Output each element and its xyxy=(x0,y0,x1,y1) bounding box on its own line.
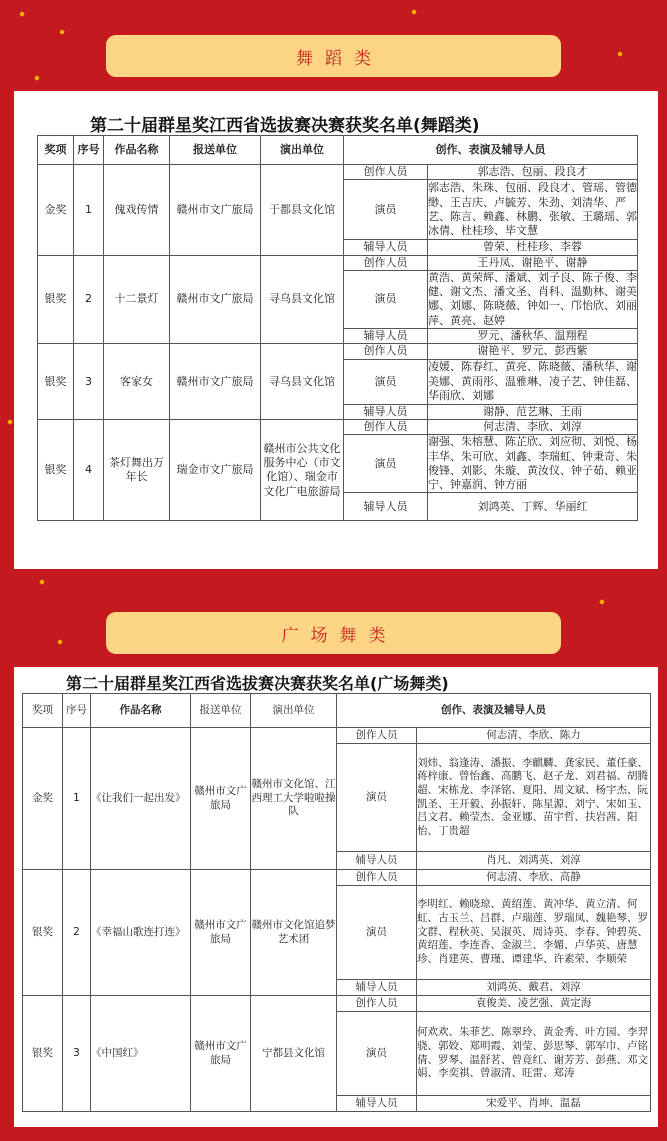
decoration xyxy=(617,51,622,56)
decoration xyxy=(39,579,44,584)
decoration xyxy=(59,29,64,34)
role-label: 创作人员 xyxy=(344,419,428,434)
role-label: 演员 xyxy=(337,744,417,852)
actors-cell: 郭志浩、朱珠、包丽、段良才、管瑶、管德缈、王吉庆、卢毓芳、朱劲、刘清华、严艺、陈言、赖鑫、林鹏、张敏、王璐瑶、郭冰倩、杜桂珍、毕文慧 xyxy=(428,180,638,240)
header-no: 序号 xyxy=(74,136,104,165)
role-label: 演员 xyxy=(344,359,428,404)
performer-cell: 寻乌县文化馆 xyxy=(261,344,344,420)
section-banner-square-dance xyxy=(106,612,561,654)
decoration xyxy=(19,11,24,16)
performer-cell: 寻乌县文化馆 xyxy=(261,255,344,344)
award-cell: 金奖 xyxy=(23,728,63,870)
role-label: 演员 xyxy=(344,180,428,240)
coaches-cell: 曾荣、杜桂珍、李蓉 xyxy=(428,240,638,255)
award-cell: 金奖 xyxy=(38,165,74,256)
role-label: 演员 xyxy=(344,270,428,328)
role-label: 创作人员 xyxy=(344,255,428,270)
sender-cell: 瑞金市文广旅局 xyxy=(170,419,261,520)
creators-cell: 何志清、李欣、高静 xyxy=(417,870,651,886)
no-cell: 1 xyxy=(74,165,104,256)
header-work: 作品名称 xyxy=(91,694,191,728)
table-row xyxy=(38,419,638,434)
table-row xyxy=(23,728,651,744)
role-label: 创作人员 xyxy=(344,344,428,359)
header-performer: 演出单位 xyxy=(251,694,337,728)
award-cell: 银奖 xyxy=(38,255,74,344)
creators-cell: 谢艳平、罗元、彭西紫 xyxy=(428,344,638,359)
header-award: 奖项 xyxy=(38,136,74,165)
table-header-row xyxy=(38,136,638,165)
table-row xyxy=(23,870,651,886)
role-label: 创作人员 xyxy=(337,996,417,1012)
decoration xyxy=(599,599,604,604)
performer-cell: 于都县文化馆 xyxy=(261,165,344,256)
header-performer: 演出单位 xyxy=(261,136,344,165)
sender-cell: 赣州市文广旅局 xyxy=(170,255,261,344)
role-label: 辅导人员 xyxy=(344,493,428,521)
role-label: 辅导人员 xyxy=(337,852,417,870)
no-cell: 3 xyxy=(74,344,104,420)
section-banner-dance xyxy=(106,35,561,77)
sender-cell: 赣州市文广旅局 xyxy=(170,165,261,256)
actors-cell: 李明红、赖晓琼、黄绍莲、黄冲华、黄立清、何虹、古玉兰、吕群、卢瑞莲、罗瑞凤、魏艳琴、罗文群、程秋英、吴淑英、周诗英、李春、钟碧英、黄绍莲、李连香、金淑兰、李媚、卢华英、唐慧珍、肖建英、曹瑾、谭建华、许素荣、李顺荣 xyxy=(417,886,651,980)
sender-cell: 赣州市文广旅局 xyxy=(191,870,251,996)
award-cell: 银奖 xyxy=(38,344,74,420)
creators-cell: 袁俊美、凌艺强、黄定海 xyxy=(417,996,651,1012)
decoration xyxy=(57,639,62,644)
header-no: 序号 xyxy=(63,694,91,728)
role-label: 创作人员 xyxy=(344,165,428,180)
table-row xyxy=(38,165,638,180)
creators-cell: 何志清、李欣、刘淳 xyxy=(428,419,638,434)
actors-cell: 凌媛、陈春红、黄亮、陈晓薇、潘秋华、谢美娜、黄雨彤、温雅琳、凌子艺、钟佳磊、华雨欣、刘娜 xyxy=(428,359,638,404)
work-cell: 十二景灯 xyxy=(104,255,170,344)
no-cell: 3 xyxy=(63,996,91,1112)
actors-cell: 黄浩、黄荣辉、潘斌、刘子良、陈子俊、李健、谢文杰、潘文圣、肖科、温勤林、谢美娜、刘娜、陈晓薇、钟如一、邝怡欣、刘丽萍、黄亮、赵婷 xyxy=(428,270,637,327)
banner-label: 广场舞类 xyxy=(281,625,398,646)
table-row xyxy=(38,255,638,270)
actors-cell: 刘炜、翁逢涛、潘振、李麒麟、龚家民、董任豪、蒋梓康、曾怡鑫、高鹏飞、赵子龙、刘君福、胡腾超、宋栋龙、李泽铭、夏阳、周文斌、杨宇杰、阮凯圣、王开毅、孙振轩、陈星源、刘宁、宋如玉、吕文君、赖莹杰、金亚娜、苗宇哲、扶岩茜、阳怡、丁贵超 xyxy=(417,744,651,852)
decoration xyxy=(411,9,416,14)
performer-cell: 赣州市公共文化服务中心（市文化馆）、瑞金市文化广电旅游局 xyxy=(261,419,344,520)
sender-cell: 赣州市文广旅局 xyxy=(170,344,261,420)
work-cell: 《幸福山歌连打连》 xyxy=(91,870,191,996)
role-label: 演员 xyxy=(337,1012,417,1096)
table-row xyxy=(38,344,638,359)
award-cell: 银奖 xyxy=(38,419,74,520)
table-header-row xyxy=(23,694,651,728)
creators-cell: 王丹凤、谢艳平、谢静 xyxy=(428,255,638,270)
coaches-cell: 刘鸿英、戴君、刘淳 xyxy=(417,980,651,996)
coaches-cell: 谢静、范艺琳、王雨 xyxy=(428,404,638,419)
performer-cell: 宁都县文化馆 xyxy=(251,996,337,1112)
decoration xyxy=(34,75,39,80)
award-cell: 银奖 xyxy=(23,870,63,996)
sender-cell: 赣州市文广旅局 xyxy=(191,728,251,870)
square-dance-award-sheet xyxy=(14,667,658,1127)
role-label: 辅导人员 xyxy=(344,329,428,344)
coaches-cell: 罗元、潘秋华、温翔程 xyxy=(428,329,638,344)
dance-award-sheet xyxy=(14,91,658,569)
header-sender: 报送单位 xyxy=(191,694,251,728)
work-cell: 茶灯舞出万年长 xyxy=(104,419,170,520)
work-cell: 《中国红》 xyxy=(91,996,191,1112)
coaches-cell: 宋爱平、肖坤、温磊 xyxy=(417,1096,651,1112)
no-cell: 4 xyxy=(74,419,104,520)
sender-cell: 赣州市文广旅局 xyxy=(191,996,251,1112)
sheet-title: 第二十届群星奖江西省选拔赛决赛获奖名单(广场舞类) xyxy=(66,674,449,693)
decoration xyxy=(7,419,12,424)
role-label: 创作人员 xyxy=(337,728,417,744)
table-row xyxy=(23,996,651,1012)
header-staff: 创作、表演及辅导人员 xyxy=(344,136,638,165)
role-label: 辅导人员 xyxy=(337,1096,417,1112)
award-table xyxy=(37,135,638,521)
actors-cell: 谢强、朱榕慧、陈芷欣、刘应彻、刘悦、杨丰华、朱可欣、刘鑫、李瑞虹、钟秉奇、朱俊锋、刘影、朱璇、黄汝仪、钟子茹、赖亚宁、钟嘉润、钟方丽 xyxy=(428,435,637,492)
performer-cell: 赣州市文化馆追梦艺术团 xyxy=(251,870,337,996)
header-staff: 创作、表演及辅导人员 xyxy=(337,694,651,728)
header-award: 奖项 xyxy=(23,694,63,728)
role-label: 创作人员 xyxy=(337,870,417,886)
actors-cell: 何欢欢、朱菲艺、陈翠玲、黄金秀、叶方园、李羿骁、郭姣、郑明霞、刘莹、彭思琴、郭军巾、卢铭倩、罗琴、温舒茗、曾竟红、谢芳芳、彭燕、邓文娟、李奕祺、曾淑清、旺雷、郑涛 xyxy=(417,1012,651,1096)
award-table xyxy=(22,693,651,1112)
no-cell: 2 xyxy=(63,870,91,996)
work-cell: 傀戏传情 xyxy=(104,165,170,256)
role-label: 演员 xyxy=(337,886,417,980)
role-label: 辅导人员 xyxy=(337,980,417,996)
sheet-title: 第二十届群星奖江西省选拔赛决赛获奖名单(舞蹈类) xyxy=(90,116,480,136)
role-label: 辅导人员 xyxy=(344,404,428,419)
no-cell: 1 xyxy=(63,728,91,870)
performer-cell: 赣州市文化馆、江西理工大学啦啦操队 xyxy=(251,728,337,870)
banner-label: 舞蹈类 xyxy=(296,48,383,69)
role-label: 辅导人员 xyxy=(344,240,428,255)
creators-cell: 何志清、李欣、陈力 xyxy=(417,728,651,744)
work-cell: 客家女 xyxy=(104,344,170,420)
creators-cell: 郭志浩、包丽、段良才 xyxy=(428,165,638,180)
coaches-cell: 肖凡、刘鸿英、刘淳 xyxy=(417,852,651,870)
header-work: 作品名称 xyxy=(104,136,170,165)
coaches-cell: 刘鸿英、丁辉、华丽红 xyxy=(428,493,638,521)
header-sender: 报送单位 xyxy=(170,136,261,165)
role-label: 演员 xyxy=(344,435,428,493)
no-cell: 2 xyxy=(74,255,104,344)
work-cell: 《让我们一起出发》 xyxy=(91,728,191,870)
award-cell: 银奖 xyxy=(23,996,63,1112)
